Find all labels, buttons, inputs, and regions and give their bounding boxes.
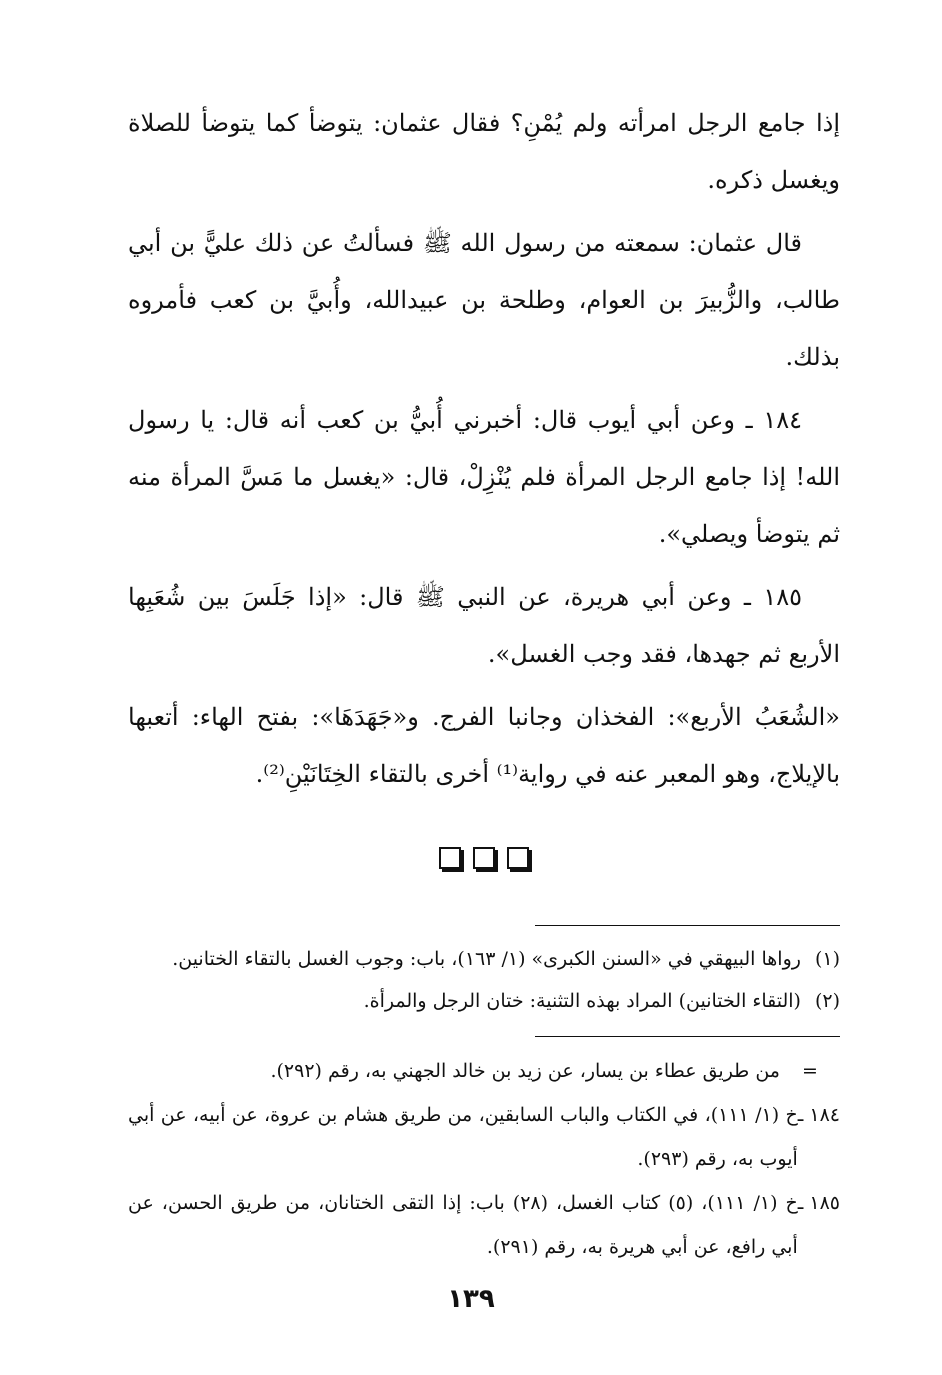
hadith-184: ١٨٤ ـ وعن أبي أيوب قال: أخبرني أُبيُّ بن كعب أنه قال: يا رسول الله! إذا جامع الرجل المرأة فلم يُنْزِلْ، قال: «يغسل ما مَسَّ المرأة منه ثم يتوضأ ويصلي». [128,406,840,548]
reference-text: من طريق عطاء بن يسار، عن زيد بن خالد الجهني به، رقم (٢٩٢). [270,1060,780,1082]
page-body [128,95,840,1269]
reference-text: خ (١/ ١١١)، (٥) كتاب الغسل، (٢٨) باب: إذا التقى الختانان، من طريق الحسن، عن أبي رافع، عن أبي هريرة به، رقم (٢٩١). [128,1192,798,1258]
reference-185 [128,1181,840,1269]
footnote-1 [128,938,840,980]
reference-marker: = [802,1060,818,1082]
reference-text: خ (١/ ١١١)، في الكتاب والباب السابقين، من طريق هشام بن عروة، عن أبيه، عن أبي أيوب به، رقم (٢٩٣). [128,1104,798,1170]
square-ornament-icon [439,847,461,869]
footnote-rule [535,925,840,926]
hadith-185: ١٨٥ ـ وعن أبي هريرة، عن النبي ﷺ قال: «إذا جَلَسَ بين شُعَبِها الأربع ثم جهدها، فقد وجب الغسل». [128,583,840,668]
section-separator [128,847,840,877]
footnote-number: (٢) [814,990,840,1012]
reference-rule [535,1036,840,1037]
footnote-2 [128,980,840,1022]
footnotes [128,938,840,1022]
footnote-text: (التقاء الختانين) المراد بهذه التثنية: ختان الرجل والمرأة. [363,990,801,1012]
reference-number: ١٨٤ ـ [797,1104,840,1126]
explanation-paragraph: «الشُعَبُ الأربع»: الفخذان وجانبا الفرج. و«جَهَدَهَا»: بفتح الهاء: أتعبها بالإيلاج، وهو المعبر عنه في رواية⁽¹⁾ أخرى بالتقاء الخِتَانَيْنِ⁽²⁾. [128,703,840,788]
references [128,1049,840,1269]
footnote-text: رواها البيهقي في «السنن الكبرى» (١/ ١٦٣)، باب: وجوب الغسل بالتقاء الختانين. [172,948,801,970]
paragraph-1: إذا جامع الرجل امرأته ولم يُمْنِ؟ فقال عثمان: يتوضأ كما يتوضأ للصلاة ويغسل ذكره. [128,109,840,194]
footnote-number: (١) [814,948,840,970]
reference-number: ١٨٥ ـ [797,1192,840,1214]
page-number: ١٣٩ [447,1284,495,1314]
reference-continuation [128,1049,840,1093]
paragraph-2: قال عثمان: سمعته من رسول الله ﷺ فسألتُ عن ذلك عليًّ بن أبي طالب، والزُّبيرَ بن العوام، وطلحة بن عبيدالله، وأُبيَّ بن كعب فأمروه بذلك. [128,229,840,371]
square-ornament-icon [473,847,495,869]
square-ornament-icon [507,847,529,869]
reference-184 [128,1093,840,1181]
